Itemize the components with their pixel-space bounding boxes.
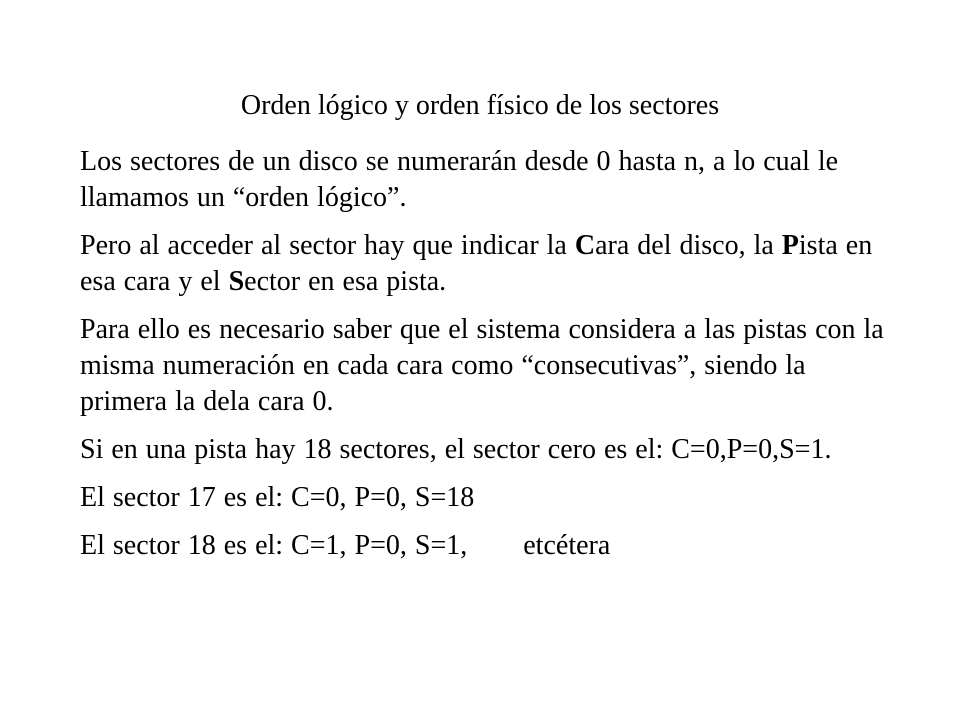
paragraph-logical-order: Los sectores de un disco se numerarán desde 0 hasta n, a lo cual le llamamos un “orden lógico”.: [80, 146, 839, 213]
slide-title: Orden lógico y orden físico de los sectores: [240, 90, 720, 121]
text-segment: Pero al acceder al sector hay que indicar la: [80, 230, 575, 261]
bold-letter-sector: S: [228, 266, 245, 297]
paragraph-example-sector-17: El sector 17 es el: C=0, P=0, S=18: [80, 482, 475, 513]
sector-18-text: El sector 18 es el: C=1, P=0, S=1,: [80, 530, 468, 561]
text-segment: ista en esa cara y el: [80, 230, 873, 297]
paragraph-consecutive-tracks: Para ello es necesario saber que el sistema considera a las pistas con la misma numeración en cada cara como “consecutivas”, siendo la primera la dela cara 0.: [80, 314, 884, 417]
bold-letter-cara: C: [574, 230, 596, 261]
bold-letter-pista: P: [781, 230, 799, 261]
paragraph-example-sector-18: [80, 528, 900, 564]
paragraph-physical-order: [80, 228, 900, 300]
text-segment: ector en esa pista.: [244, 266, 447, 297]
text-segment: ara del disco, la: [595, 230, 782, 261]
etcetera-text: etcétera: [523, 530, 611, 561]
slide-body: [80, 144, 900, 576]
paragraph-example-sector-zero: Si en una pista hay 18 sectores, el sector cero es el: C=0,P=0,S=1.: [80, 434, 832, 465]
